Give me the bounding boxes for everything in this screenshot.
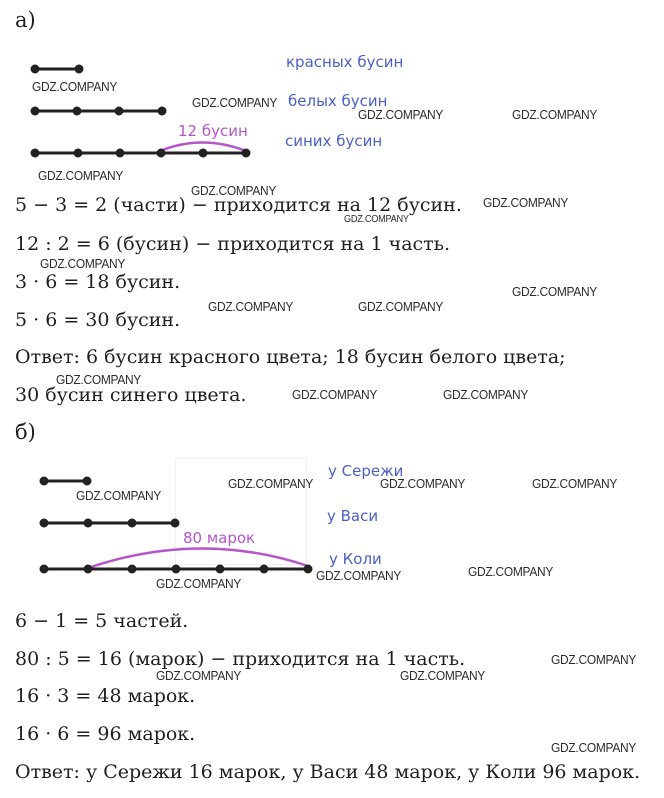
label-seryozha: у Сережи [328,462,404,480]
watermark: GDZ.COMPANY [316,568,402,583]
watermark: GDZ.COMPANY [512,284,598,299]
watermark: GDZ.COMPANY [358,299,444,314]
solution-line: 5 · 6 = 30 бусин. [15,309,181,331]
solution-line: 12 : 2 = 6 (бусин) − приходится на 1 часть. [15,233,451,255]
label-vasya: у Васи [327,507,379,525]
watermark: GDZ.COMPANY [483,195,569,210]
label-brace-80-stamps: 80 марок [183,529,256,547]
watermark: GDZ.COMPANY [512,107,598,122]
solution-line: 5 − 3 = 2 (части) − приходится на 12 бусин. [15,194,462,216]
label-brace-12-beads: 12 бусин [178,122,248,140]
segment-blue-beads [32,150,249,156]
label-kolya: у Коли [329,550,382,568]
segment-seryozha [41,478,90,484]
watermark: GDZ.COMPANY [358,107,444,122]
watermark: GDZ.COMPANY [76,488,162,503]
watermark: GDZ.COMPANY [32,79,118,94]
label-blue-beads: синих бусин [285,132,383,150]
label-red-beads: красных бусин [286,53,404,71]
solution-line: 16 · 6 = 96 марок. [15,723,196,745]
answer-line: Ответ: 6 бусин красного цвета; 18 бусин белого цвета; [15,346,566,368]
part-a-label: а) [15,8,36,32]
watermark: GDZ.COMPANY [344,214,409,225]
watermark: GDZ.COMPANY [292,387,378,402]
watermark: GDZ.COMPANY [38,168,124,183]
answer-line: Ответ: у Сережи 16 марок, у Васи 48 марок, у Коли 96 марок. [15,761,641,783]
part-b-label: б) [15,420,36,444]
segment-red-beads [32,66,82,72]
watermark: GDZ.COMPANY [228,476,314,491]
watermark: GDZ.COMPANY [551,740,637,755]
watermark: GDZ.COMPANY [56,372,142,387]
watermark: GDZ.COMPANY [551,652,637,667]
watermark: GDZ.COMPANY [468,564,554,579]
segment-vasya [41,520,178,526]
watermark: GDZ.COMPANY [532,476,618,491]
watermark: GDZ.COMPANY [208,299,294,314]
watermark: GDZ.COMPANY [192,95,278,110]
watermark: GDZ.COMPANY [443,387,529,402]
watermark: GDZ.COMPANY [400,668,486,683]
segment-white-beads [32,108,165,114]
solution-line: 16 · 3 = 48 марок. [15,685,196,707]
label-white-beads: белых бусин [288,92,388,110]
watermark: GDZ.COMPANY [191,183,277,198]
watermark: GDZ.COMPANY [40,256,126,271]
solution-line: 80 : 5 = 16 (марок) − приходится на 1 часть. [15,648,466,670]
answer-line: 30 бусин синего цвета. [15,384,247,406]
solution-line: 3 · 6 = 18 бусин. [15,271,181,293]
solution-line: 6 − 1 = 5 частей. [15,610,189,632]
watermark: GDZ.COMPANY [380,476,466,491]
brace-80-stamps [88,548,308,568]
watermark: GDZ.COMPANY [156,668,242,683]
segment-kolya [41,566,311,572]
watermark: GDZ.COMPANY [156,576,242,591]
